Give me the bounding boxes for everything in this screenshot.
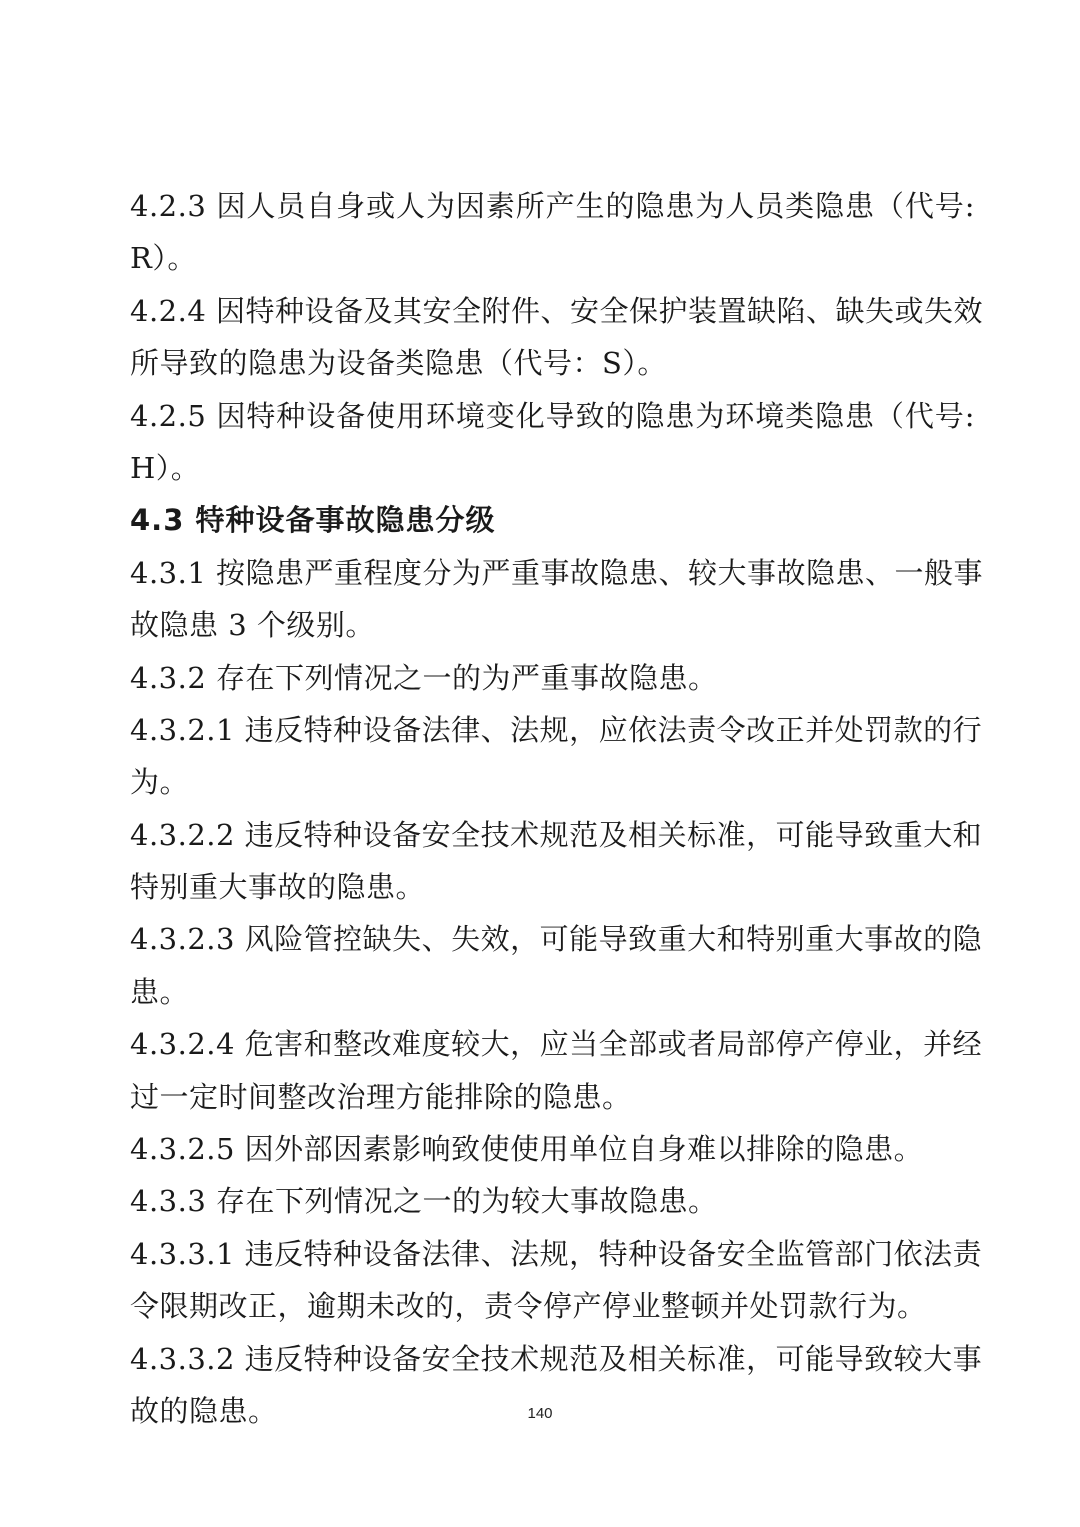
section-heading-4-3: 4.3 特种设备事故隐患分级 [130,503,496,538]
text-line-4-2-4-cont: 所导致的隐患为设备类隐患（代号：S）。 [130,346,667,381]
text-line-4-3-2-3-cont: 患。 [130,974,190,1009]
text-line-4-3-2-2-cont: 特别重大事故的隐患。 [130,870,426,905]
text-line-4-3-2: 4.3.2 存在下列情况之一的为严重事故隐患。 [130,660,718,695]
page-number: 140 [527,1405,553,1422]
text-line-4-3-2-1-cont: 为。 [130,765,190,800]
document-body [130,180,984,1437]
text-line-4-2-4: 4.2.4 因特种设备及其安全附件、安全保护装置缺陷、缺失或失效 [130,293,984,328]
text-line-4-3-1-cont: 故隐患 3 个级别。 [130,608,375,643]
text-line-4-2-5-cont: H）。 [130,450,201,485]
text-line-4-3-3: 4.3.3 存在下列情况之一的为较大事故隐患。 [130,1184,718,1219]
text-line-4-3-1: 4.3.1 按隐患严重程度分为严重事故隐患、较大事故隐患、一般事 [130,555,984,590]
text-line-4-3-2-1: 4.3.2.1 违反特种设备法律、法规，应依法责令改正并处罚款的行 [130,712,983,747]
text-line-4-3-2-5: 4.3.2.5 因外部因素影响致使使用单位自身难以排除的隐患。 [130,1132,924,1167]
text-line-4-2-5: 4.2.5 因特种设备使用环境变化导致的隐患为环境类隐患（代号: [130,398,975,433]
text-line-4-3-3-2: 4.3.3.2 违反特种设备安全技术规范及相关标准，可能导致较大事 [130,1341,983,1376]
text-line-4-3-2-2: 4.3.2.2 违反特种设备安全技术规范及相关标准，可能导致重大和 [130,817,983,852]
text-line-4-3-2-4-cont: 过一定时间整改治理方能排除的隐患。 [130,1079,632,1114]
text-line-4-3-2-4: 4.3.2.4 危害和整改难度较大，应当全部或者局部停产停业，并经 [130,1027,983,1062]
text-line-4-2-3: 4.2.3 因人员自身或人为因素所产生的隐患为人员类隐患（代号: [130,189,975,223]
text-line-4-3-3-2-cont: 故的隐患。 [130,1393,278,1428]
text-line-4-3-2-3: 4.3.2.3 风险管控缺失、失效，可能导致重大和特别重大事故的隐 [130,922,983,957]
text-line-4-3-3-1-cont: 令限期改正，逾期未改的，责令停产停业整顿并处罚款行为。 [130,1289,927,1324]
text-line-4-3-3-1: 4.3.3.1 违反特种设备法律、法规，特种设备安全监管部门依法责 [130,1236,983,1271]
text-line-4-2-3-cont: R）。 [130,241,197,276]
